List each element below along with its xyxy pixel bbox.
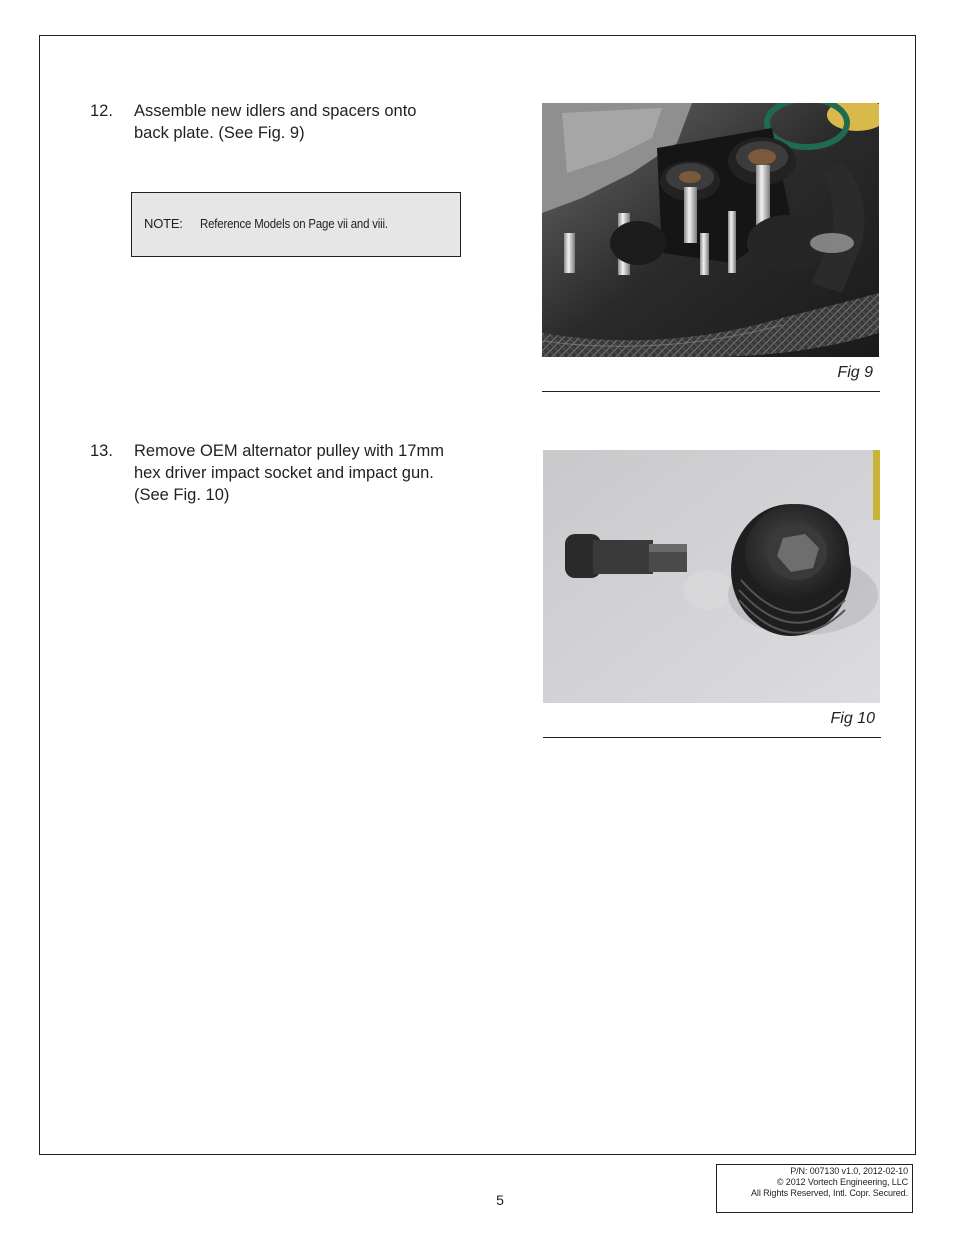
copyright: © 2012 Vortech Engineering, LLC [776, 1177, 908, 1187]
note-text: Reference Models on Page vii and viii. [200, 216, 388, 231]
step-instruction: Assemble new idlers and spacers onto back plate. (See Fig. 9) [134, 102, 417, 142]
fig10-photo [543, 450, 880, 703]
page-number: 5 [496, 1192, 504, 1208]
footer-info-box [716, 1164, 913, 1213]
fig9-divider [542, 391, 880, 392]
step-number: 12. [90, 102, 113, 120]
fig10-caption: Fig 10 [830, 710, 875, 727]
fig10-divider [543, 737, 881, 738]
step-12 [90, 100, 490, 150]
note-box [131, 192, 461, 257]
step-number: 13. [90, 442, 113, 460]
part-number: P/N: 007130 v1.0, 2012-02-10 [790, 1166, 908, 1176]
fig9-photo [542, 103, 879, 357]
step-instruction: Remove OEM alternator pulley with 17mm hex driver impact socket and impact gun. (See Fig. 10) [134, 442, 444, 504]
note-label: NOTE: [144, 216, 183, 231]
step-13 [90, 440, 490, 510]
rights-notice: All Rights Reserved, Intl. Copr. Secured. [751, 1188, 908, 1198]
fig9-caption: Fig 9 [837, 364, 873, 381]
